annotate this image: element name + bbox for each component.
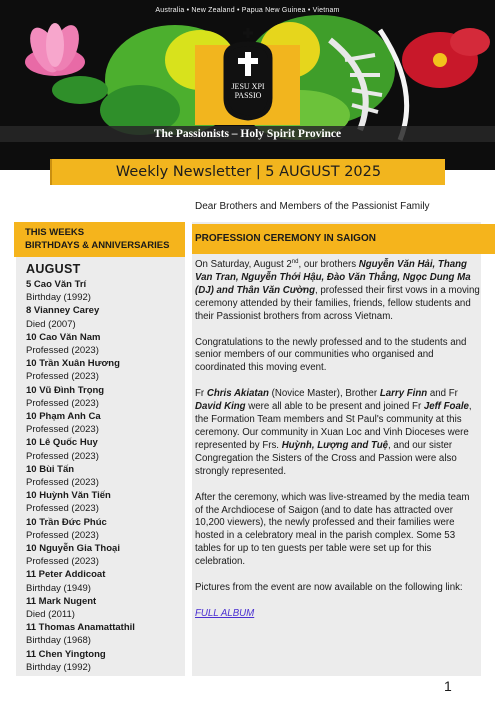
- birthdays-heading: [14, 222, 185, 257]
- full-album-link[interactable]: FULL ALBUM: [195, 607, 255, 619]
- entry-detail: Birthday (1992): [26, 661, 91, 673]
- entry-detail: Birthday (1992): [26, 292, 91, 304]
- article-paragraph-2: Congratulations to the newly professed and to the students and senior members of our communities who organised and coordinated this moving event.: [195, 336, 467, 374]
- entry-name: 10 Vũ Đình Trọng: [26, 384, 105, 396]
- header-banner: [0, 0, 495, 170]
- person-name: Larry Finn: [379, 388, 428, 400]
- entry-detail: Professed (2023): [26, 503, 99, 515]
- entry-name: 10 Huỳnh Văn Tiến: [26, 490, 111, 502]
- entry-detail: Professed (2023): [26, 345, 99, 357]
- entry-detail: Died (2011): [26, 609, 75, 621]
- entry-detail: Professed (2023): [26, 477, 99, 489]
- text-run: On Saturday, August 2: [195, 259, 292, 270]
- entry-detail: Professed (2023): [26, 556, 99, 568]
- person-name: David King: [195, 401, 246, 413]
- article-paragraph-3: [195, 388, 480, 478]
- entry-detail: Died (2007): [26, 318, 76, 330]
- greeting: Dear Brothers and Members of the Passionist Family: [195, 201, 430, 212]
- article-paragraph-4: After the ceremony, which was live-streamed by the media team of the Archdiocese of Saigon (and to date has attracted over 10,200 viewers), the newly professed and their families were hosted in a celebratory meal in the parish complex. Some 53 tables for up to ten guests per table were set up for this celebration.: [195, 491, 470, 568]
- entry-name: 10 Bùi Tấn: [26, 463, 75, 475]
- entry-name: 10 Nguyễn Gia Thoại: [26, 543, 120, 555]
- article-paragraph-5: Pictures from the event are now available on the following link:: [195, 582, 463, 594]
- article-paragraph-1: [195, 259, 480, 324]
- entry-name: 10 Trần Xuân Hương: [26, 358, 120, 370]
- person-name: Huỳnh, Lượng and Tuệ: [281, 439, 389, 451]
- entry-name: 11 Chen Yingtong: [26, 648, 106, 660]
- person-name: Chris Akiatan: [206, 388, 269, 400]
- entry-name: 5 Cao Văn Trí: [26, 279, 87, 290]
- floral-artwork: [0, 0, 495, 170]
- text-run: , the Formation Team members and St Paul's community at this ceremony. Our community in Xuan Loc and Vinh Dioceses were represented by Frs.: [195, 401, 472, 451]
- person-name: Jeff Foale: [423, 401, 469, 413]
- birthdays-heading-line1: THIS WEEKS: [25, 227, 85, 238]
- birthdays-list: [26, 278, 181, 674]
- page-number: 1: [444, 678, 452, 694]
- entry-detail: Professed (2023): [26, 529, 99, 541]
- text-run: (Novice Master), Brother: [268, 388, 380, 400]
- entry-name: 11 Thomas Anamattathil: [26, 622, 135, 634]
- text-run: , and our sister Congregation the Sisters of the Cross and Passion were also strongly represented.: [195, 439, 457, 477]
- emblem-text-line2: PASSIO: [234, 91, 262, 100]
- text-run: Fr: [195, 388, 207, 400]
- text-run: and Fr: [427, 388, 458, 400]
- entry-detail: Birthday (1968): [26, 635, 91, 647]
- regions-line: Australia • New Zealand • Papua New Guinea • Vietnam: [155, 7, 340, 14]
- article-heading: PROFESSION CEREMONY IN SAIGON: [192, 224, 495, 254]
- superscript: nd: [291, 258, 299, 265]
- entry-detail: Professed (2023): [26, 397, 99, 409]
- entry-name: 11 Peter Addicoat: [26, 569, 106, 581]
- entry-detail: Birthday (1949): [26, 582, 91, 594]
- professed-names: Nguyễn Văn Hải, Thang Van Tran, Nguyễn Thới Hậu, Đào Văn Thắng, Ngọc Dung Ma (DJ) and Thân Văn Cường: [195, 259, 471, 296]
- entry-name: 11 Mark Nugent: [26, 595, 97, 607]
- emblem-text-line1: JESU XPI: [231, 82, 265, 91]
- entry-detail: Professed (2023): [26, 450, 99, 462]
- entry-name: 10 Lê Quốc Huy: [26, 437, 98, 449]
- entry-name: 8 Vianney Carey: [26, 305, 100, 317]
- newsletter-title: Weekly Newsletter | 5 AUGUST 2025: [50, 159, 445, 185]
- month-label: AUGUST: [26, 262, 81, 276]
- article-body: [195, 259, 480, 634]
- text-run: were all able to be present and joined Fr: [245, 401, 424, 413]
- entry-name: 10 Cao Văn Nam: [26, 331, 101, 343]
- birthdays-heading-line2: BIRTHDAYS & ANNIVERSARIES: [25, 240, 170, 251]
- entry-name: 10 Trần Đức Phúc: [26, 516, 107, 528]
- text-run: , our brothers: [298, 259, 359, 270]
- province-title: The Passionists – Holy Spirit Province: [0, 126, 495, 142]
- entry-name: 10 Phạm Anh Ca: [26, 411, 101, 423]
- entry-detail: Professed (2023): [26, 371, 99, 383]
- text-run: , professed their first vows in a moving ceremony attended by their families, friends, fellow students and their Passionist brothers from across Vietnam.: [195, 284, 480, 322]
- entry-detail: Professed (2023): [26, 424, 99, 436]
